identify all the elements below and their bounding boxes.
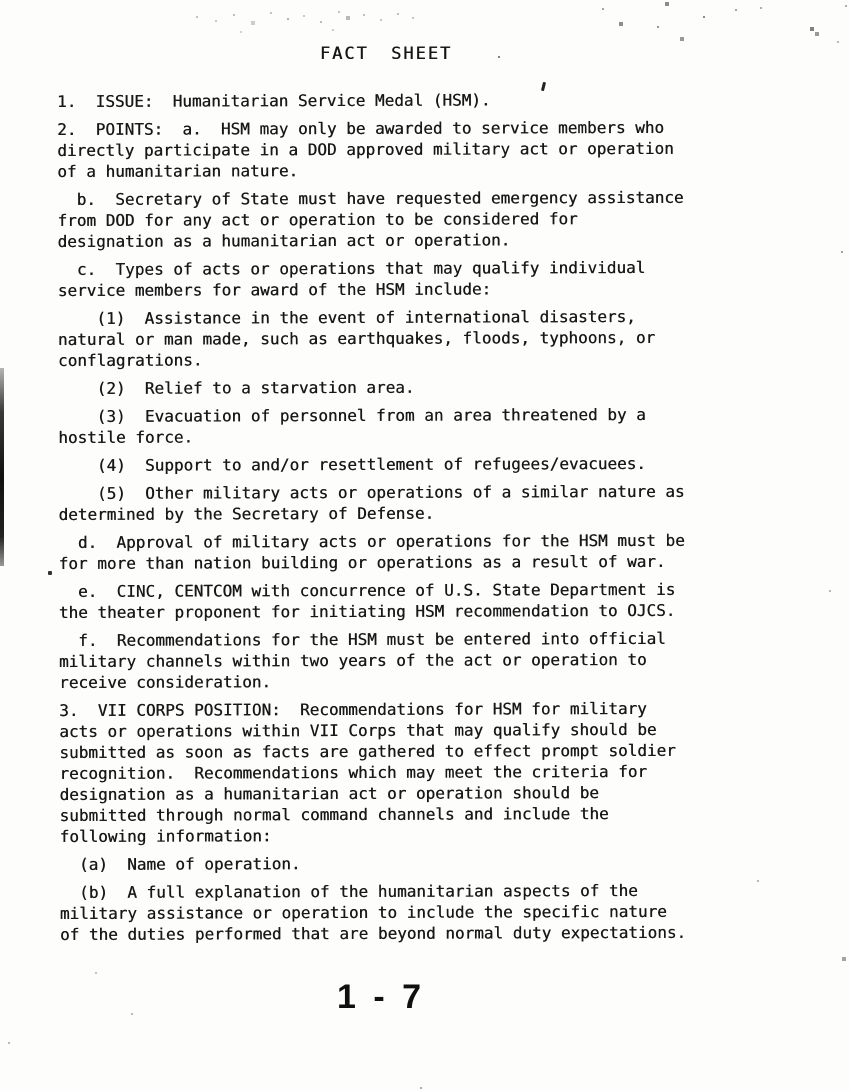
document-title: FACT SHEET <box>319 44 453 64</box>
para-points-c3: (3) Evacuation of personnel from an area threatened by a hostile force. <box>58 404 646 447</box>
para-points-d: d. Approval of military acts or operations for the HSM must be for more than nation building or operations as a result of war. <box>58 530 685 573</box>
scan-edge-line-artifact <box>0 368 4 566</box>
para-points-c2: (2) Relief to a starvation area. <box>58 377 415 398</box>
para-points-c4: (4) Support to and/or resettlement of refugees/evacuees. <box>58 453 646 475</box>
para-points-c5: (5) Other military acts or operations of a similar nature as determined by the Secretary of Defense. <box>58 481 685 524</box>
para-points-c1: (1) Assistance in the event of international disasters, natural or man made, such as earthquakes, floods, typhoons, or conflagrations. <box>57 306 656 370</box>
para-issue: 1. ISSUE: Humanitarian Service Medal (HSM). <box>57 90 491 111</box>
para-points-b: b. Secretary of State must have requested emergency assistance from DOD for any act or operation to be considered for designation as a humanitarian act or operation. <box>57 187 684 251</box>
para-points-e: e. CINC, CENTCOM with concurrence of U.S. State Department is the theater proponent for initiating HSM recommendation to OJCS. <box>58 579 676 622</box>
scan-dot-artifact <box>48 571 52 575</box>
para-points-c: c. Types of acts or operations that may qualify individual service members for award of the HSM include: <box>57 257 646 300</box>
scan-speckles <box>0 0 2 2</box>
para-points-a: 2. POINTS: a. HSM may only be awarded to service members who directly participate in a DOD approved military act or operation of a humanitarian nature. <box>57 117 674 181</box>
para-corps-position: 3. VII CORPS POSITION: Recommendations for HSM for military acts or operations within VII Corps that may qualify should be submitted as soon as facts are gathered to effect prompt soldier recognition. Recommendations which may meet the criteria for designation as a humanitarian act or operation should be submitted through normal command channels and include the following information: <box>59 698 676 846</box>
para-info-b: (b) A full explanation of the humanitarian aspects of the military assistance or operation to include the specific nature of the duties performed that are beyond normal duty expectations. <box>59 880 687 944</box>
para-points-f: f. Recommendations for the HSM must be entered into official military channels within two years of the act or operation to receive consideration. <box>58 628 666 692</box>
document-body <box>57 89 686 952</box>
para-info-a: (a) Name of operation. <box>59 854 301 874</box>
page-number: 1 - 7 <box>336 978 424 1016</box>
